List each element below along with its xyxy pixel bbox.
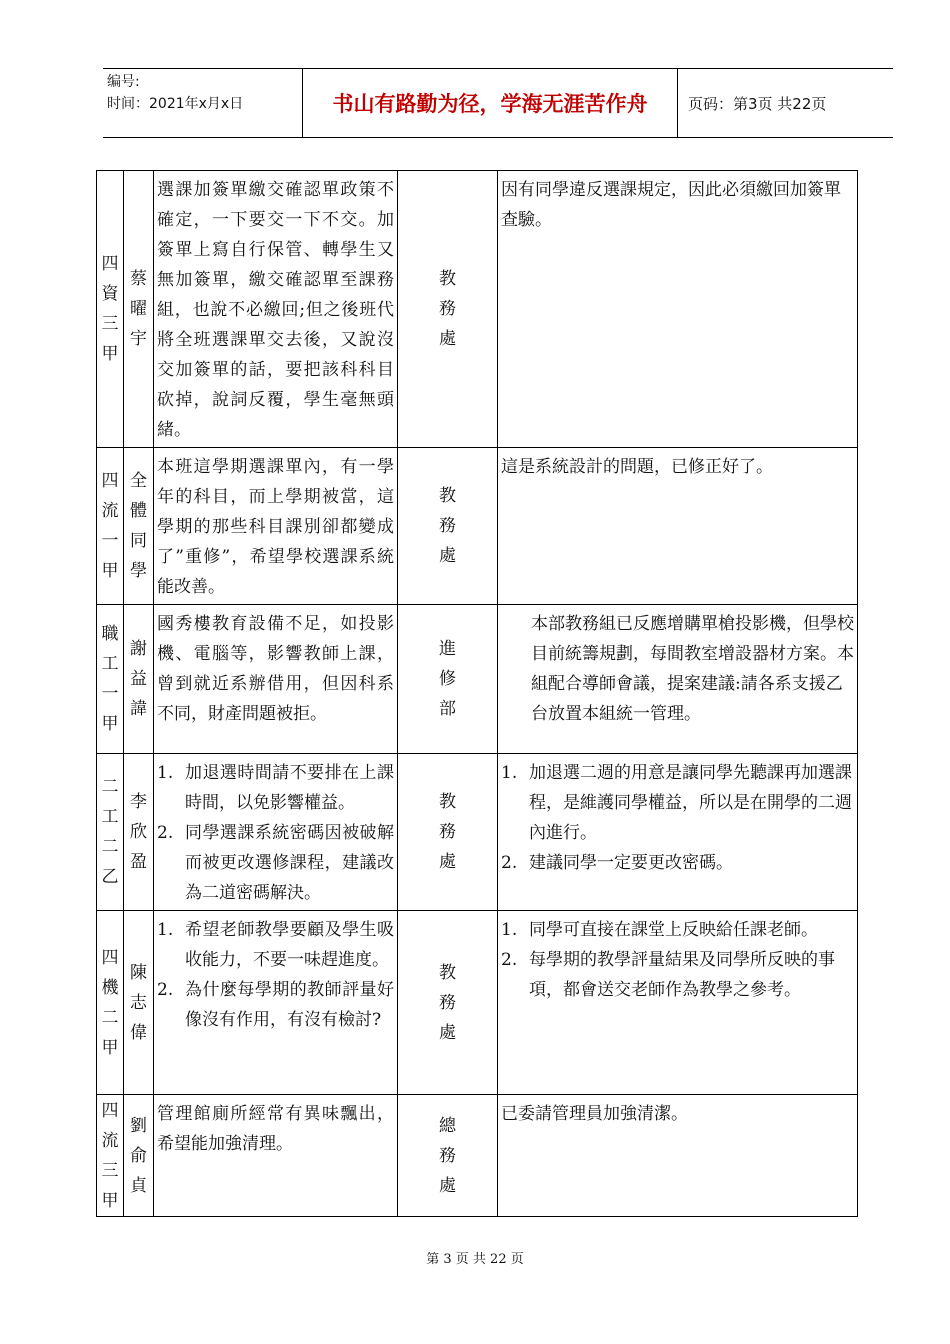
class-name-char: 一 (101, 684, 119, 704)
issue-cell (154, 1095, 398, 1217)
issue-list (157, 758, 394, 908)
person-name (124, 787, 153, 877)
class-name (97, 943, 123, 1063)
table-row (97, 605, 858, 754)
dept-name-char: 教 (439, 962, 456, 983)
class-cell (97, 1095, 124, 1217)
dept-name-char: 務 (439, 822, 456, 842)
dept-name-char: 務 (439, 299, 456, 319)
class-name-char: 二 (101, 777, 119, 797)
person-name-char: 同 (130, 531, 147, 551)
response-cell (498, 754, 858, 911)
person-cell (124, 448, 154, 605)
item-text: 每學期的教學評量結果及同學所反映的事項，都會送交老師作為教學之參考。 (529, 950, 835, 1000)
person-cell (124, 911, 154, 1095)
dept-cell (398, 171, 498, 448)
class-name-char: 流 (101, 1130, 119, 1151)
dept-name (398, 634, 497, 724)
class-name-char: 甲 (101, 1037, 119, 1058)
dept-name (398, 787, 497, 877)
issue-cell (154, 448, 398, 605)
class-name-char: 甲 (101, 344, 119, 364)
person-name-char: 李 (130, 792, 147, 812)
person-name-char: 曜 (130, 299, 147, 319)
person-name (124, 634, 153, 724)
class-name-char: 一 (101, 531, 119, 551)
person-name-char: 陳 (130, 962, 147, 983)
dept-name-char: 處 (439, 852, 456, 872)
dept-name-char: 修 (439, 669, 456, 689)
person-name-char: 劉 (130, 1115, 147, 1136)
person-name (124, 958, 153, 1048)
class-name-char: 三 (101, 1160, 119, 1181)
person-name (124, 264, 153, 354)
dept-name (398, 958, 497, 1048)
class-name-char: 甲 (101, 714, 119, 734)
dept-name-char: 務 (439, 516, 456, 536)
class-name-char: 流 (101, 501, 119, 521)
class-name-char: 工 (101, 654, 119, 674)
item-number: 2. (157, 823, 174, 843)
response-cell (498, 605, 858, 754)
issue-list (157, 915, 394, 1035)
item-text: 希望老師教學要顧及學生吸收能力，不要一味趕進度。 (185, 920, 394, 970)
response-list (501, 758, 854, 878)
response-list-item (501, 915, 854, 945)
item-text: 同學選課系統密碼因被破解而被更改選修課程，建議改為二道密碼解決。 (185, 823, 394, 903)
class-name-char: 四 (101, 471, 119, 491)
header-page-label: 页码：第3页 共22页 (688, 94, 827, 113)
class-name (97, 1096, 123, 1216)
class-name-char: 職 (101, 624, 119, 644)
class-name (97, 619, 123, 739)
class-name-char: 四 (101, 947, 119, 968)
class-name-char: 二 (101, 1007, 119, 1028)
item-number: 2. (501, 950, 518, 970)
class-name-char: 甲 (101, 1190, 119, 1211)
header-meta (103, 69, 302, 137)
person-cell (124, 605, 154, 754)
table-row (97, 754, 858, 911)
dept-name (398, 264, 497, 354)
item-text: 加退選二週的用意是讓同學先聽課再加選課程，是維護同學權益，所以是在開學的二週內進行。 (529, 763, 852, 843)
dept-name-char: 務 (439, 992, 456, 1013)
issue-text: 選課加簽單繳交確認單政策不確定，一下要交一下不交。加簽單上寫自行保管、轉學生又無加簽單，繳交確認單至課務組，也說不必繳回;但之後班代將全班選課單交去後，又說沒交加簽單的話，要把該科科目砍掉，說詞反覆，學生毫無頭緒。 (157, 180, 394, 440)
class-cell (97, 911, 124, 1095)
dept-cell (398, 448, 498, 605)
number-label: 编号: (107, 74, 140, 90)
class-name-char: 乙 (101, 867, 119, 887)
class-name-char: 四 (101, 254, 119, 274)
person-name-char: 全 (130, 471, 147, 491)
person-name-char: 益 (130, 669, 147, 689)
dept-name-char: 處 (439, 546, 456, 566)
person-name-char: 貞 (130, 1175, 147, 1196)
issue-text: 管理館廁所經常有異味飄出，希望能加強清理。 (157, 1104, 394, 1154)
person-name (124, 1111, 153, 1201)
class-cell (97, 448, 124, 605)
issue-list-item (157, 818, 394, 908)
dept-name-char: 處 (439, 1175, 456, 1196)
response-cell (498, 1095, 858, 1217)
table-row (97, 1095, 858, 1217)
item-text: 建議同學一定要更改密碼。 (529, 853, 733, 873)
class-cell (97, 171, 124, 448)
feedback-table (96, 170, 858, 1217)
response-list-item (501, 758, 854, 848)
class-name-char: 工 (101, 807, 119, 827)
class-name-char: 四 (101, 1100, 119, 1121)
response-cell (498, 448, 858, 605)
dept-name (398, 1111, 497, 1201)
person-name-char: 志 (130, 992, 147, 1013)
issue-list-item (157, 915, 394, 975)
class-cell (97, 754, 124, 911)
issue-cell (154, 605, 398, 754)
person-name-char: 諱 (130, 699, 147, 719)
item-text: 加退選時間請不要排在上課時間，以免影響權益。 (185, 763, 394, 813)
issue-text: 本班這學期選課單內，有一學年的科目，而上學期被當，這學期的那些科目課別卻都變成了”重修”，希望學校選課系統能改善。 (157, 457, 394, 597)
class-cell (97, 605, 124, 754)
dept-name-char: 部 (439, 699, 456, 719)
person-name-char: 盈 (130, 852, 147, 872)
dept-cell (398, 605, 498, 754)
dept-cell (398, 1095, 498, 1217)
dept-cell (398, 911, 498, 1095)
issue-cell (154, 754, 398, 911)
person-name-char: 欣 (130, 822, 147, 842)
table-row (97, 911, 858, 1095)
person-name-char: 謝 (130, 639, 147, 659)
dept-name-char: 處 (439, 329, 456, 349)
time-label: 时间：2021年x月x日 (107, 96, 244, 112)
class-name-char: 機 (101, 977, 119, 998)
class-name-char: 三 (101, 314, 119, 334)
person-cell (124, 754, 154, 911)
table-row (97, 448, 858, 605)
person-name-char: 蔡 (130, 269, 147, 289)
item-number: 2. (501, 853, 518, 873)
person-name-char: 偉 (130, 1022, 147, 1043)
dept-name (398, 481, 497, 571)
class-name (97, 772, 123, 892)
response-list-item (501, 848, 854, 878)
response-text: 本部教務組已反應增購單槍投影機，但學校目前統籌規劃，每間教室增設器材方案。本組配合導師會議，提案建議:請各系支援乙台放置本組統一管理。 (531, 614, 854, 724)
issue-list-item (157, 758, 394, 818)
class-name (97, 249, 123, 369)
dept-cell (398, 754, 498, 911)
header-motto: 书山有路勤为径，学海无涯苦作舟 (302, 69, 678, 137)
issue-cell (154, 171, 398, 448)
item-number: 1. (157, 920, 174, 940)
person-name-char: 宇 (130, 329, 147, 349)
response-cell (498, 171, 858, 448)
dept-name-char: 教 (439, 486, 456, 506)
item-number: 1. (501, 763, 518, 783)
class-name-char: 甲 (101, 561, 119, 581)
class-name (97, 466, 123, 586)
dept-name-char: 進 (439, 639, 456, 659)
issue-cell (154, 911, 398, 1095)
person-name (124, 466, 153, 586)
dept-name-char: 處 (439, 1022, 456, 1043)
item-number: 1. (501, 920, 518, 940)
person-cell (124, 171, 154, 448)
person-cell (124, 1095, 154, 1217)
dept-name-char: 教 (439, 792, 456, 812)
response-cell (498, 911, 858, 1095)
item-number: 1. (157, 763, 174, 783)
response-text: 因有同學違反選課規定，因此必須繳回加簽單查驗。 (501, 180, 841, 230)
person-name-char: 俞 (130, 1145, 147, 1166)
dept-name-char: 教 (439, 269, 456, 289)
dept-name-char: 務 (439, 1145, 456, 1166)
class-name-char: 資 (101, 284, 119, 304)
response-list (501, 915, 854, 1005)
item-number: 2. (157, 980, 174, 1000)
dept-name-char: 總 (439, 1115, 456, 1136)
page-header (103, 68, 893, 138)
class-name-char: 二 (101, 837, 119, 857)
issue-list-item (157, 975, 394, 1035)
page-footer: 第 3 页 共 22 页 (426, 1252, 524, 1267)
issue-text: 國秀樓教育設備不足，如投影機、電腦等，影響教師上課，曾到就近系辦借用，但因科系不同，財產問題被拒。 (157, 614, 394, 724)
response-list-item (501, 945, 854, 1005)
response-text: 已委請管理員加強清潔。 (501, 1104, 688, 1124)
table-row (97, 171, 858, 448)
response-text: 這是系統設計的問題，已修正好了。 (501, 457, 773, 477)
person-name-char: 學 (130, 561, 147, 581)
item-text: 為什麼每學期的教師評量好像沒有作用，有沒有檢討? (185, 980, 394, 1030)
item-text: 同學可直接在課堂上反映給任課老師。 (529, 920, 818, 940)
person-name-char: 體 (130, 501, 147, 521)
